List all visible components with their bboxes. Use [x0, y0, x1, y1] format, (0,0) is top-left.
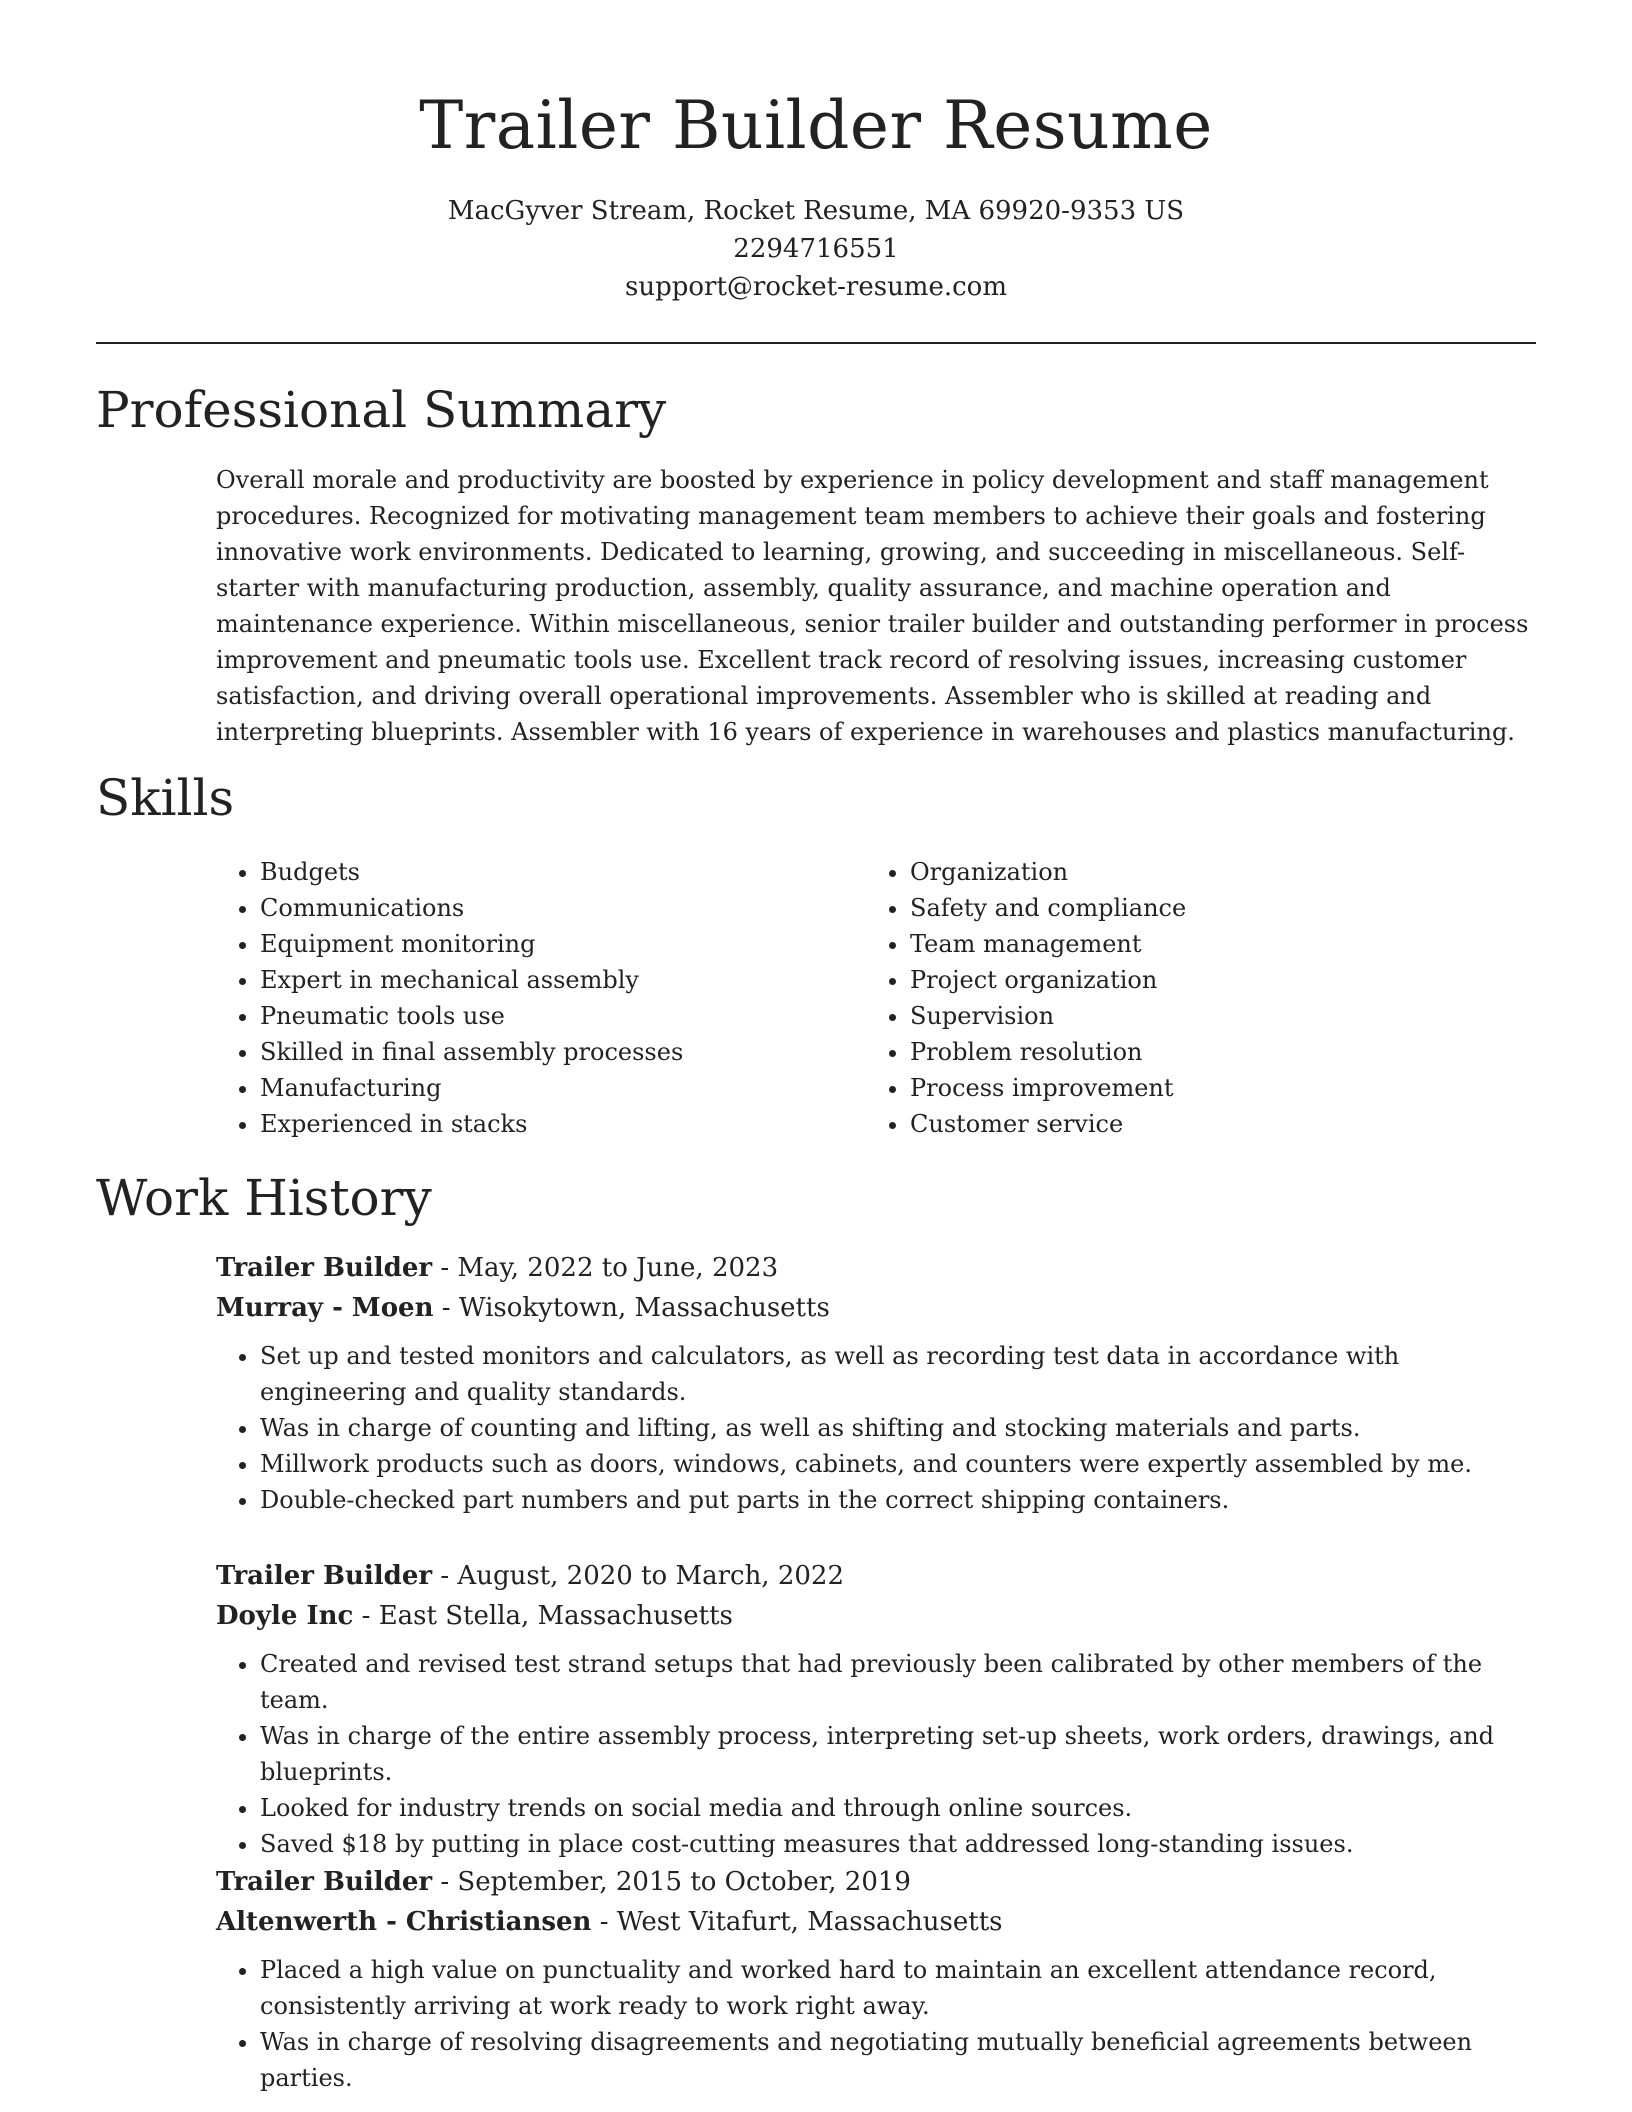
summary-heading: Professional Summary	[96, 381, 667, 439]
skills-column-left	[216, 854, 822, 1142]
skill-item: • Team management	[910, 926, 1472, 962]
job-bullet: • Was in charge of counting and lifting, as well as shifting and stocking materials and parts.	[260, 1410, 1532, 1446]
job-bullet: • Double-checked part numbers and put parts in the correct shipping containers.	[260, 1482, 1532, 1518]
job-role: Trailer Builder	[216, 1253, 433, 1283]
skill-item: • Communications	[260, 890, 822, 926]
job-entry	[216, 1248, 1532, 1518]
skill-item: • Supervision	[910, 998, 1472, 1034]
contact-block	[96, 192, 1536, 306]
job-dates: - August, 2020 to March, 2022	[432, 1561, 845, 1591]
job-dates: - September, 2015 to October, 2019	[432, 1867, 911, 1897]
job-entry	[216, 1862, 1532, 2096]
job-location: - Wisokytown, Massachusetts	[433, 1293, 830, 1323]
job-bullets	[216, 1952, 1532, 2096]
job-bullet: • Set up and tested monitors and calculators, as well as recording test data in accordance with engineering and quality standards.	[260, 1338, 1532, 1410]
skills-column-right	[866, 854, 1472, 1142]
job-entry	[216, 1556, 1532, 1862]
job-company: Doyle Inc	[216, 1601, 354, 1631]
job-bullet: • Was in charge of the entire assembly process, interpreting set-up sheets, work orders, drawings, and blueprints.	[260, 1718, 1532, 1790]
job-role: Trailer Builder	[216, 1867, 433, 1897]
skill-item: • Project organization	[910, 962, 1472, 998]
job-bullets	[216, 1646, 1532, 1862]
skill-item: • Budgets	[260, 854, 822, 890]
job-title-line	[216, 1248, 1532, 1288]
job-title-line	[216, 1556, 1532, 1596]
job-company-line	[216, 1288, 1532, 1328]
skill-item: • Skilled in final assembly processes	[260, 1034, 822, 1070]
skill-item: • Customer service	[910, 1106, 1472, 1142]
skill-item: • Manufacturing	[260, 1070, 822, 1106]
job-location: - West Vitafurt, Massachusetts	[591, 1907, 1003, 1937]
job-location: - East Stella, Massachusetts	[353, 1601, 733, 1631]
job-title-line	[216, 1862, 1532, 1902]
skill-item: • Expert in mechanical assembly	[260, 962, 822, 998]
skill-item: • Organization	[910, 854, 1472, 890]
work-history-heading: Work History	[96, 1169, 432, 1227]
skill-item: • Equipment monitoring	[260, 926, 822, 962]
skill-item: • Process improvement	[910, 1070, 1472, 1106]
job-company: Murray - Moen	[216, 1293, 434, 1323]
summary-text: Overall morale and productivity are boosted by experience in policy development and staff management procedures. Recognized for motivating management team members to achieve their goals and fostering innovative work environments. Dedicated to learning, growing, and succeeding in miscellaneous. Self-starter with manufacturing production, assembly, quality assurance, and machine operation and maintenance experience. Within miscellaneous, senior trailer builder and outstanding performer in process improvement and pneumatic tools use. Excellent track record of resolving issues, increasing customer satisfaction, and driving overall operational improvements. Assembler who is skilled at reading and interpreting blueprints. Assembler with 16 years of experience in warehouses and plastics manufacturing.	[216, 466, 1529, 746]
job-dates: - May, 2022 to June, 2023	[432, 1253, 779, 1283]
job-bullet: • Millwork products such as doors, windows, cabinets, and counters were expertly assembled by me.	[260, 1446, 1532, 1482]
header-divider	[96, 342, 1536, 344]
contact-email: support@rocket-resume.com	[624, 272, 1007, 302]
skill-item: • Pneumatic tools use	[260, 998, 822, 1034]
skill-item: • Experienced in stacks	[260, 1106, 822, 1142]
skill-item: • Problem resolution	[910, 1034, 1472, 1070]
job-bullet: • Looked for industry trends on social media and through online sources.	[260, 1790, 1532, 1826]
job-bullet: • Placed a high value on punctuality and worked hard to maintain an excellent attendance record, consistently arriving at work ready to work right away.	[260, 1952, 1532, 2024]
skills-list	[216, 854, 1532, 1142]
resume-title: Trailer Builder Resume	[419, 87, 1213, 164]
contact-address: MacGyver Stream, Rocket Resume, MA 69920-9353 US	[447, 196, 1185, 226]
job-bullet: • Saved $18 by putting in place cost-cutting measures that addressed long-standing issues.	[260, 1826, 1532, 1862]
job-company: Altenwerth - Christiansen	[216, 1907, 592, 1937]
job-company-line	[216, 1596, 1532, 1636]
skill-item: • Safety and compliance	[910, 890, 1472, 926]
job-bullet: • Was in charge of resolving disagreements and negotiating mutually beneficial agreements between parties.	[260, 2024, 1532, 2096]
job-bullet: • Created and revised test strand setups that had previously been calibrated by other members of the team.	[260, 1646, 1532, 1718]
job-bullets	[216, 1338, 1532, 1518]
job-role: Trailer Builder	[216, 1561, 433, 1591]
job-company-line	[216, 1902, 1532, 1942]
contact-phone: 2294716551	[733, 234, 899, 264]
skills-heading: Skills	[96, 769, 235, 827]
